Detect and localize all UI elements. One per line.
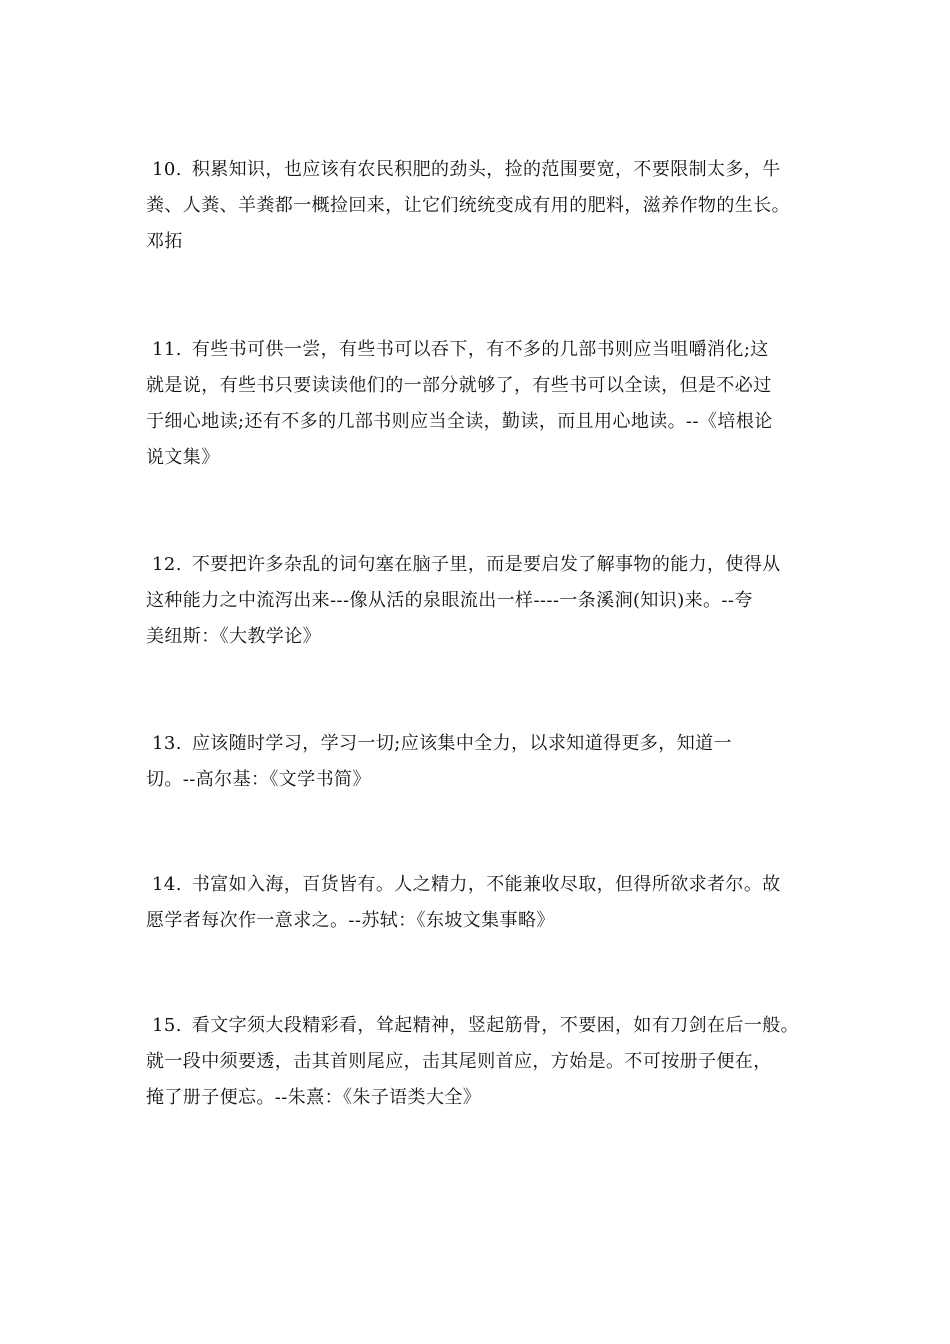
quote-entry-12 [146,547,826,655]
quote-line: 美纽斯：《大教学论》 [146,626,321,647]
quote-line: 说文集》 [146,447,220,468]
quote-entry-14 [146,867,826,939]
quote-entry-10 [146,152,826,260]
quote-text: 有些书可供一尝，有些书可以吞下，有不多的几部书则应当咀嚼消化;这 [191,339,769,360]
quote-entry-15 [146,1008,826,1116]
quote-line: 粪、人粪、羊粪都一概捡回来，让它们统统变成有用的肥料，滋养作物的生长。 [146,195,790,216]
quote-line: 这种能力之中流泻出来---像从活的泉眼流出一样----一条溪涧(知识)来。--夸 [146,590,753,611]
quote-number: 13. [152,733,182,754]
quote-line: 邓拓 [146,231,183,252]
quote-text: 应该随时学习，学习一切;应该集中全力，以求知道得更多，知道一 [191,733,732,754]
quote-line: 于细心地读;还有不多的几部书则应当全读，勤读，而且用心地读。--《培根论 [146,411,773,432]
quote-line: 愿学者每次作一意求之。--苏轼：《东坡文集事略》 [146,910,555,931]
quote-text: 书富如入海，百货皆有。人之精力，不能兼收尽取，但得所欲求者尔。故 [191,874,781,895]
quote-line: 切。--高尔基：《文学书简》 [146,769,371,790]
quote-line: 就是说，有些书只要读读他们的一部分就够了，有些书可以全读，但是不必过 [146,375,772,396]
quote-text: 看文字须大段精彩看，耸起精神，竖起筋骨，不要困，如有刀剑在后一般。 [191,1015,800,1036]
quote-line [146,332,826,368]
quote-line [146,867,826,903]
quote-line [146,726,826,762]
quote-number: 14. [152,874,182,895]
quote-number: 11. [152,339,182,360]
quote-number: 15. [152,1015,182,1036]
quote-entry-11 [146,332,826,476]
quote-text: 积累知识，也应该有农民积肥的劲头，捡的范围要宽，不要限制太多，牛 [191,159,781,180]
quote-line: 就一段中须要透，击其首则尾应，击其尾则首应，方始是。不可按册子便在， [146,1051,772,1072]
quote-entry-13 [146,726,826,798]
quote-line [146,152,826,188]
quote-line: 掩了册子便忘。--朱熹：《朱子语类大全》 [146,1087,482,1108]
quote-text: 不要把许多杂乱的词句塞在脑子里，而是要启发了解事物的能力，使得从 [191,554,781,575]
quote-number: 10. [152,159,182,180]
quote-line [146,1008,826,1044]
quote-line [146,547,826,583]
quote-number: 12. [152,554,182,575]
